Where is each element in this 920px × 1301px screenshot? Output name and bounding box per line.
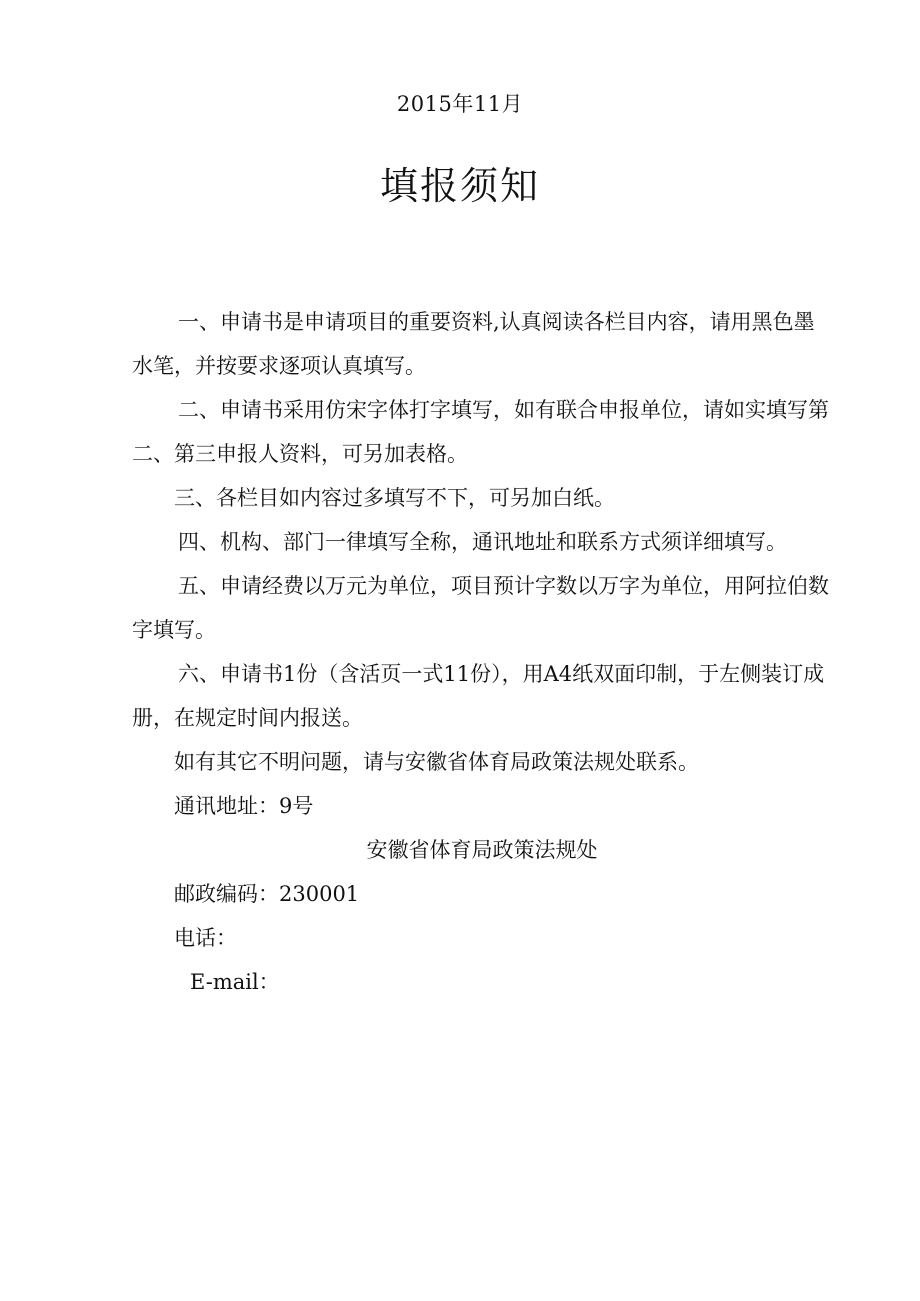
contact-postcode: 邮政编码：230001 <box>174 882 360 906</box>
contact-note: 如有其它不明问题，请与安徽省体育局政策法规处联系。 <box>174 750 699 774</box>
document-date: 2015年11月 <box>396 92 524 116</box>
instruction-item-6: 六、申请书1份（含活页一式11份），用A4纸双面印制，于左侧装订成册，在规定时间内报送。 <box>132 662 825 730</box>
contact-phone: 电话： <box>174 926 237 950</box>
instruction-item-3: 三、各栏目如内容过多填写不下，可另加白纸。 <box>174 486 615 510</box>
instructions-body <box>132 300 832 1004</box>
instruction-item-2: 二、申请书采用仿宋字体打字填写，如有联合申报单位，请如实填写第二、第三申报人资料，可另加表格。 <box>132 398 829 466</box>
contact-office: 安徽省体育局政策法规处 <box>366 838 598 862</box>
contact-address: 通讯地址：9号 <box>174 794 314 818</box>
contact-email: E-mail： <box>190 970 280 994</box>
instruction-item-1: 一、申请书是申请项目的重要资料,认真阅读各栏目内容，请用黑色墨水笔，并按要求逐项认真填写。 <box>132 310 815 378</box>
document-title: 填报须知 <box>379 164 540 208</box>
instruction-item-5: 五、申请经费以万元为单位，项目预计字数以万字为单位，用阿拉伯数字填写。 <box>132 574 829 642</box>
instruction-item-4: 四、机构、部门一律填写全称，通讯地址和联系方式须详细填写。 <box>178 530 787 554</box>
